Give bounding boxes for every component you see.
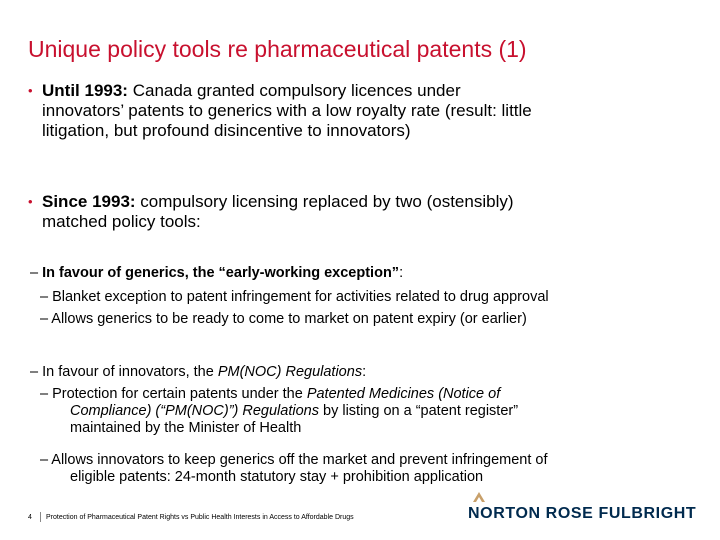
generics-items — [40, 289, 549, 328]
bullet-icon: • — [28, 194, 33, 209]
colon: : — [362, 364, 367, 380]
innovators-item-1 — [40, 386, 518, 437]
sub-bullet-generics — [30, 265, 403, 282]
page-number: 4 — [28, 514, 32, 521]
sub-bullet-text: In favour of innovators, the — [42, 364, 218, 380]
colon: : — [399, 265, 404, 281]
bullet-text: litigation, but profound disincentive to innovators) — [42, 121, 411, 140]
dash-marker: – — [30, 265, 39, 281]
footer-text: Protection of Pharmaceutical Patent Rights vs Public Health Interests in Access to Affordable Drugs — [46, 514, 354, 521]
slide-title: Unique policy tools re pharmaceutical patents (1) — [28, 36, 527, 62]
bullet-since-1993 — [28, 192, 708, 232]
bullet-until-1993 — [28, 81, 708, 141]
list-item: maintained by the Minister of Health — [70, 420, 302, 436]
list-item: – Allows innovators to keep generics off the market and prevent infringement of — [40, 452, 548, 468]
list-item: – Allows generics to be ready to come to market on patent expiry (or earlier) — [40, 311, 527, 327]
bullet-head: Until 1993: — [42, 81, 128, 100]
regulation-title: Compliance) (“PM(NOC)”) Regulations — [70, 403, 319, 419]
bullet-head: Since 1993: — [42, 192, 136, 211]
bullet-icon: • — [28, 83, 33, 98]
list-item: eligible patents: 24-month statutory stay + prohibition application — [70, 469, 484, 485]
bullet-text: compulsory licensing replaced by two (ostensibly) — [135, 192, 514, 211]
bullet-text: innovators’ patents to generics with a low royalty rate (result: little — [42, 101, 532, 120]
regulations-name: PM(NOC) Regulations — [217, 364, 363, 380]
list-item: – Blanket exception to patent infringement for activities related to drug approval — [40, 289, 549, 305]
bullet-text: matched policy tools: — [42, 212, 201, 231]
list-item: by listing on a “patent register” — [318, 403, 519, 419]
list-item: – Protection for certain patents under the — [40, 386, 307, 402]
footer-divider — [40, 512, 41, 522]
sub-bullet-innovators — [30, 364, 366, 381]
logo-mark-icon — [472, 490, 486, 504]
sub-bullet-text: In favour of generics, the “early-working exception” — [42, 265, 400, 281]
dash-marker: – — [30, 364, 39, 380]
company-logo: NORTON ROSE FULBRIGHT — [468, 505, 697, 522]
regulation-title: Patented Medicines (Notice of — [306, 386, 501, 402]
bullet-text: Canada granted compulsory licences under — [127, 81, 461, 100]
innovators-item-2 — [40, 452, 548, 486]
